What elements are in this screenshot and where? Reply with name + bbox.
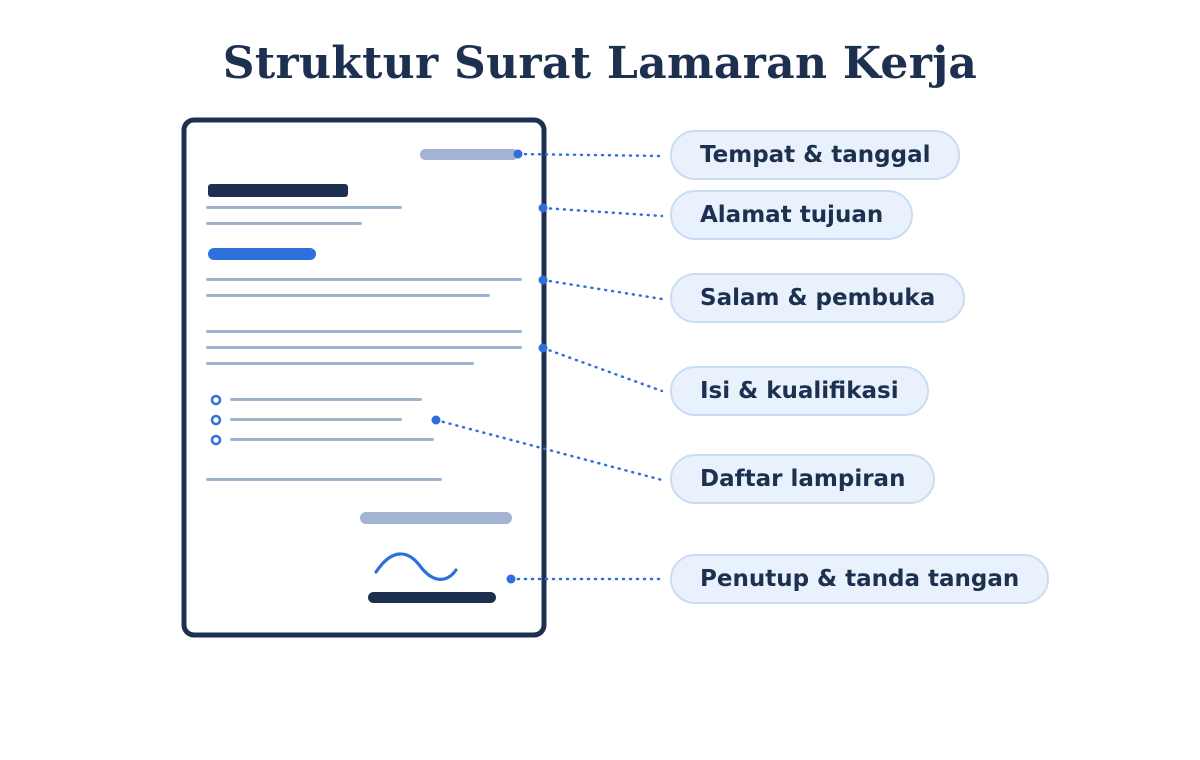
- body-line: [206, 330, 522, 333]
- bullet-icon: [212, 396, 220, 404]
- letter-page: [184, 120, 544, 635]
- recipient-heading-bar: [208, 184, 348, 197]
- connector-dot: [514, 150, 523, 159]
- address-line: [206, 222, 362, 225]
- date-bar: [420, 149, 518, 160]
- label-recipient-address: Alamat tujuan: [670, 190, 913, 240]
- attachment-line: [230, 418, 402, 421]
- greeting-bar: [208, 248, 316, 260]
- attachment-line: [230, 438, 434, 441]
- connector-dot: [539, 204, 548, 213]
- closing-line: [206, 478, 442, 481]
- connector-line: [543, 348, 662, 391]
- label-attachment-list: Daftar lampiran: [670, 454, 935, 504]
- name-bar: [368, 592, 496, 603]
- label-closing-signature: Penutup & tanda tangan: [670, 554, 1049, 604]
- label-greeting-opening: Salam & pembuka: [670, 273, 965, 323]
- label-body-qualifications: Isi & kualifikasi: [670, 366, 929, 416]
- connector-dot: [539, 344, 548, 353]
- address-line: [206, 206, 402, 209]
- opening-line: [206, 294, 490, 297]
- signoff-bar: [360, 512, 512, 524]
- connector-line: [543, 280, 662, 299]
- connector-dot: [507, 575, 516, 584]
- diagram-title: Struktur Surat Lamaran Kerja: [222, 38, 978, 89]
- opening-line: [206, 278, 522, 281]
- label-place-date: Tempat & tanggal: [670, 130, 960, 180]
- body-line: [206, 346, 522, 349]
- connector-line: [543, 208, 662, 216]
- body-line: [206, 362, 474, 365]
- connector-dot: [432, 416, 441, 425]
- connector-dot: [539, 276, 548, 285]
- bullet-icon: [212, 436, 220, 444]
- attachment-line: [230, 398, 422, 401]
- bullet-icon: [212, 416, 220, 424]
